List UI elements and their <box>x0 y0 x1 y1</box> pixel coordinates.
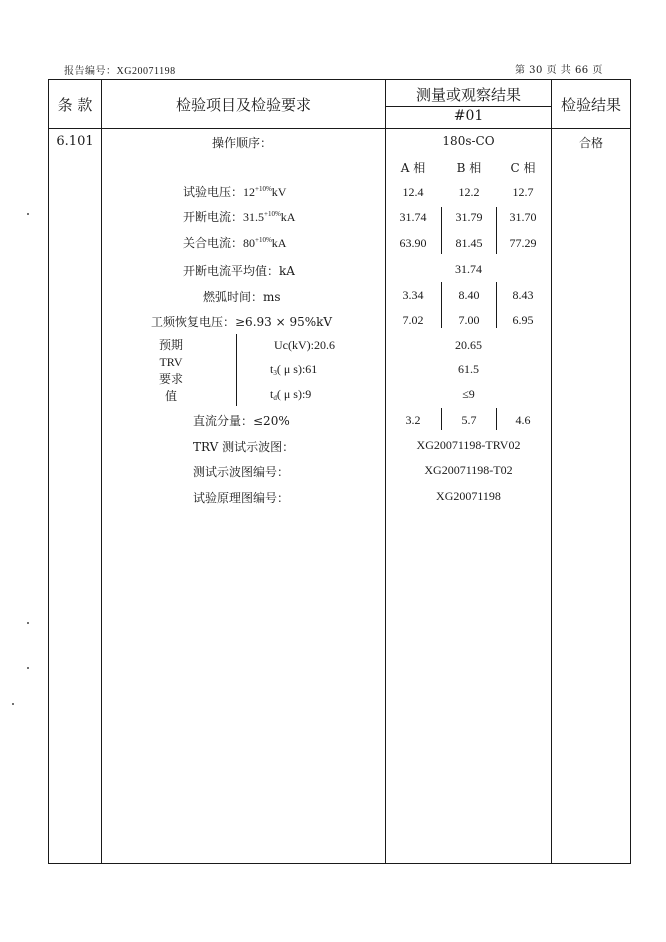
phase-separator-bc-1 <box>496 207 497 254</box>
scan-speck <box>27 667 29 669</box>
breaking-current-c: 31.70 <box>509 210 537 224</box>
phase-separator-ab-3 <box>441 408 442 430</box>
recovery-voltage-label: 工频恢复电压：≥6.93 × 95%kV <box>151 315 333 329</box>
phase-separator-ab-2 <box>441 282 442 328</box>
test-voltage-b: 12.2 <box>458 185 480 199</box>
page-info: 第 30 页 共 66 页 <box>515 65 603 76</box>
header-measure-sample: #01 <box>453 108 484 124</box>
trv-uc-value: 20.65 <box>455 338 482 352</box>
waveform-number-label: 测试示波图编号： <box>193 465 290 479</box>
dc-component-label: 直流分量：≤20% <box>193 414 290 428</box>
schematic-number-value: XG20071198 <box>436 489 501 503</box>
phase-separator-bc-3 <box>496 408 497 430</box>
breaking-current-label: 开断电流：$31.5^{+10\%}kA$ <box>183 210 296 224</box>
phase-separator-bc-2 <box>496 282 497 328</box>
header-result: 检验结果 <box>560 96 621 114</box>
clause-number: 6.101 <box>56 134 94 149</box>
recovery-voltage-c: 6.95 <box>512 313 534 327</box>
making-current-label: 关合电流：$80^{+10\%}kA$ <box>183 236 287 250</box>
table-bottom-border <box>48 863 631 864</box>
phase-c-header: C 相 <box>510 161 536 175</box>
schematic-number-label: 试验原理图编号： <box>193 491 290 505</box>
making-current-b: 81.45 <box>455 236 483 250</box>
trv-waveform-value: XG20071198-TRV02 <box>416 438 521 452</box>
breaking-current-b: 31.79 <box>455 210 483 224</box>
table-right-border <box>630 79 631 864</box>
waveform-number-value: XG20071198-T02 <box>424 463 513 477</box>
arc-time-c: 8.43 <box>512 288 534 302</box>
header-measure: 测量或观察结果 <box>415 86 521 104</box>
dc-component-a: 3.2 <box>405 413 421 427</box>
header-bottom-border <box>48 128 631 129</box>
breaking-average-label: 开断电流平均值：kA <box>183 264 295 278</box>
col-divider-clause <box>101 79 102 864</box>
dc-component-b: 5.7 <box>461 413 477 427</box>
phase-a-header: A 相 <box>400 161 426 175</box>
scan-speck <box>27 622 29 624</box>
trv-t3-value: 61.5 <box>458 362 479 376</box>
report-number <box>64 62 176 77</box>
making-current-a: 63.90 <box>399 236 427 250</box>
trv-td-value: ≤9 <box>462 387 475 401</box>
trv-waveform-label: TRV 测试示波图： <box>193 440 295 454</box>
header-item: 检验项目及检验要求 <box>175 96 311 114</box>
col-divider-measure <box>551 79 552 864</box>
scan-speck <box>12 703 14 705</box>
recovery-voltage-a: 7.02 <box>402 313 424 327</box>
scan-speck <box>27 213 29 215</box>
table-top-border <box>48 79 631 80</box>
trv-t3-label: $t_3$( μ s):61 <box>270 362 318 377</box>
test-result: 合格 <box>578 136 603 150</box>
test-voltage-label: 试验电压：$12^{+10\%}kV$ <box>183 185 287 199</box>
arc-time-b: 8.40 <box>458 288 480 302</box>
trv-group-label: 预期 TRV 要求 值 <box>158 338 183 403</box>
dc-component-c: 4.6 <box>515 413 531 427</box>
phase-b-header: B 相 <box>456 161 482 175</box>
table-left-border <box>48 79 49 864</box>
report-number-label: 报告编号： <box>64 66 117 77</box>
breaking-average-value: 31.74 <box>455 262 482 276</box>
arc-time-a: 3.34 <box>402 288 424 302</box>
trv-uc-label: Uc(kV):20.6 <box>274 338 335 352</box>
trv-td-label: $t_d$( μ s):9 <box>270 387 312 402</box>
report-number-value: XG20071198 <box>116 66 176 77</box>
test-voltage-c: 12.7 <box>512 185 534 199</box>
trv-group-bracket <box>236 334 237 406</box>
phase-separator-ab-1 <box>441 207 442 254</box>
op-sequence-value: 180s-CO <box>442 134 495 148</box>
recovery-voltage-b: 7.00 <box>458 313 480 327</box>
measure-sub-divider <box>385 106 551 107</box>
test-voltage-a: 12.4 <box>402 185 424 199</box>
op-sequence-label: 操作顺序： <box>212 136 273 150</box>
breaking-current-a: 31.74 <box>399 210 427 224</box>
header-clause: 条 款 <box>57 96 93 114</box>
making-current-c: 77.29 <box>509 236 537 250</box>
arc-time-label: 燃弧时间：ms <box>203 290 281 304</box>
